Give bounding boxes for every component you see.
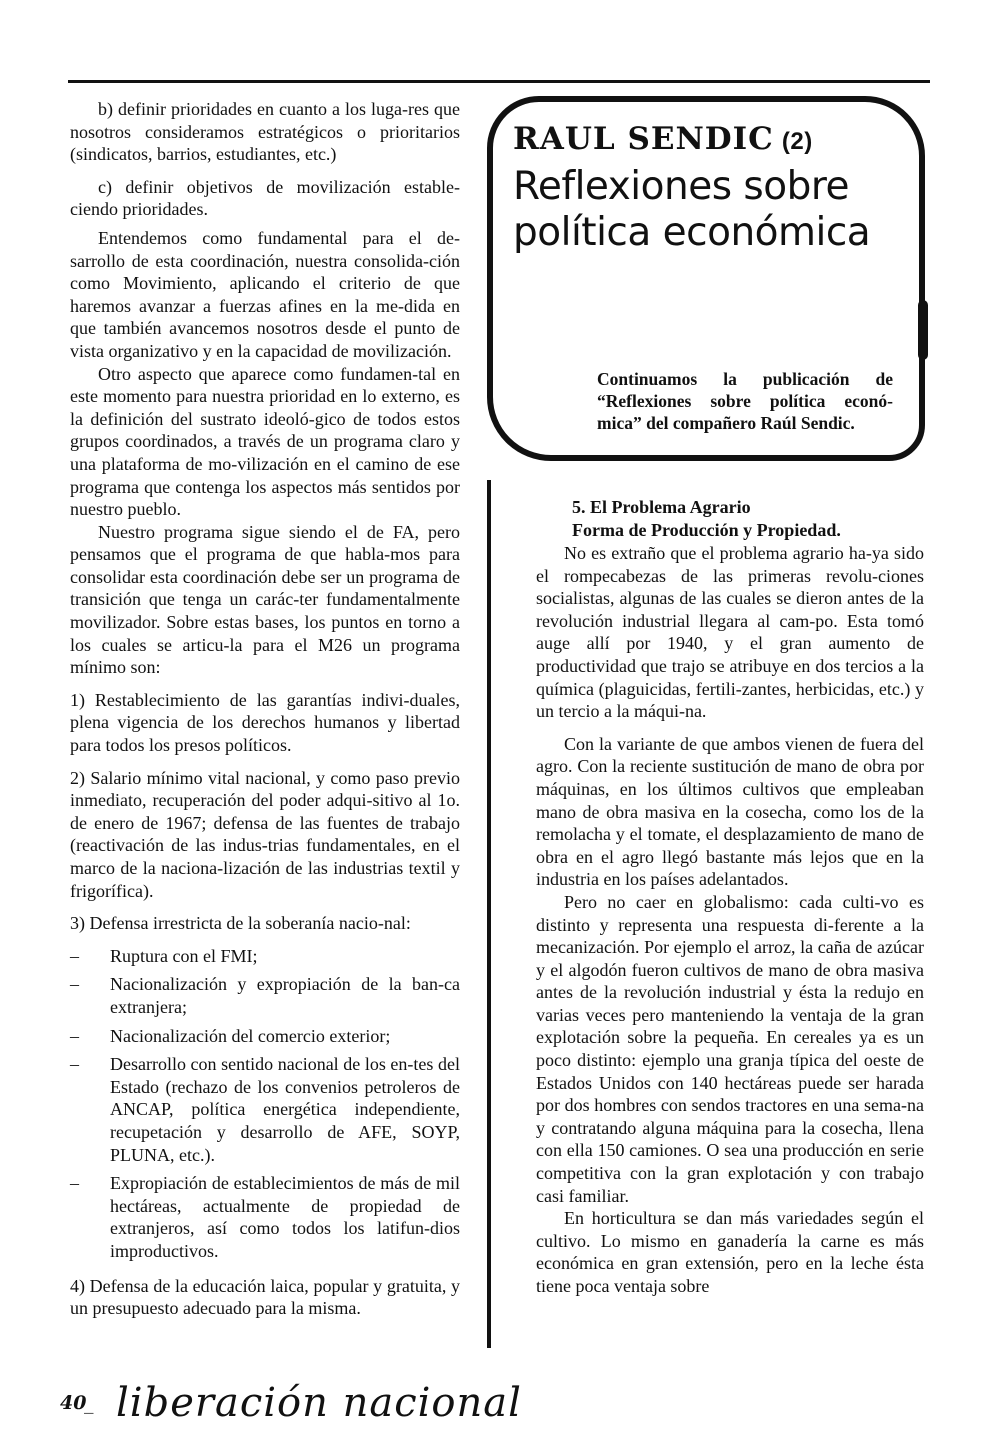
box-border-accent [918,300,928,360]
magazine-logo: liberación nacional [116,1380,522,1426]
right-column [536,496,924,1298]
paragraph: c) definir objetivos de movilización estable-ciendo prioridades. [70,176,460,220]
list-item-text: Ruptura con el FMI; [110,945,258,966]
numbered-item: 1) Restablecimiento de las garantías indivi-duales, plena vigencia de los derechos humanos y libertad para todos los presos políticos. [70,689,460,756]
list-item-text: Nacionalización y expropiación de la ban-ca extranjera; [110,974,460,1017]
numbered-item: 3) Defensa irrestricta de la soberanía nacio-nal: [70,913,411,934]
list-item [70,945,460,968]
numbered-item: 2) Salario mínimo vital nacional, y como paso previo inmediato, recuperación del poder adqui-sitivo al 1o. de enero de 1967; defensa de las fuentes de trabajo (reactivación de las indus-trias fundamentales, en el marco de la naciona-lización de las industrias textil y frigorífica). [70,767,460,901]
page-number: 40 [60,1392,87,1414]
section-heading: 5. El Problema Agrario [572,497,751,517]
author-heading [513,122,909,159]
paragraph: No es extraño que el problema agrario ha-ya sido el rompecabezas de las primeras revolu-ciones socialistas, algunas de las cuales se dieron antes de la revolución industrial llegara al cam-po. Esta tomó auge allí por 1940, y el gran aumento de productividad que trajo se atribuye en dos tercios a la química (plaguicidas, fertili-zantes, herbicidas, etc.) y un tercio a la máqui-na. [536,543,924,722]
part-number: (2) [781,128,813,155]
article-title [513,164,909,256]
column-divider [487,480,491,1348]
title-box [487,96,925,461]
numbered-item: 4) Defensa de la educación laica, popular y gratuita, y un presupuesto adecuado para la misma. [70,1275,460,1319]
title-line: Reflexiones sobre [513,164,850,209]
page-number-dash: _ [84,1392,94,1414]
paragraph: Otro aspecto que aparece como fundamen-tal en este momento para nuestra prioridad en lo externo, es la definición del sustrato ideoló-gico de todos estos grupos coordinados, a través de un programa claro y una plataforma de mo-vilización en el camino de ese programa que contenga los aspectos más sentidos por nuestro pueblo. [70,363,460,520]
list-item [70,1025,460,1048]
paragraph: Con la variante de que ambos vienen de fuera del agro. Con la reciente sustitución de mano de obra por máquinas, en los últimos cultivos que empleaban mano de obra masiva en la cosecha, como los de la remolacha y el tomate, el desplazamiento de mano de obra en el agro llegó bastante más lejos que en la industria en los países adelantados. [536,733,924,890]
dash-marker: – [70,1173,79,1194]
dash-marker: – [70,945,79,966]
paragraph: En horticultura se dan más variedades según el cultivo. Lo mismo en ganadería la carne es más económica en gran extensión, pero en la leche ésta tiene poca ventaja sobre [536,1208,924,1296]
author-name: RAUL SENDIC [513,121,774,157]
list-item [70,1172,460,1262]
section-subheading: Forma de Producción y Propiedad. [572,520,841,540]
top-rule [68,80,930,83]
paragraph: Entendemos como fundamental para el de-sarrollo de esta coordinación, nuestra consolida-ción como Movimiento, aplicando el criterio de que haremos avanzar a fuerzas afines en la me-dida en que también avancemos nosotros desde el punto de vista organizativo y en la capacidad de movilización. [70,227,460,361]
paragraph: Pero no caer en globalismo: cada culti-vo es distinto y representa una respuesta di-ferente a la mecanización. Por ejemplo el arroz, la caña de azúcar y el algodón fueron cultivos de mano de obra masiva antes de la revolución industrial y ésta la redujo en varias veces pero manteniendo la ventaja de la gran explotación sobre la pequeña. En cereales ya es un poco distinto: ejemplo una granja típica del oeste de Estados Unidos con 140 hectáreas puede ser harada por dos hombres con sendos tractores en una sema-na y contratando alguna máquina para la cosecha, llena con ella 150 camiones. O sea una producción en serie competitiva con la gran explotación y con trabajo casi familiar. [536,891,924,1206]
dash-marker: – [70,1054,79,1075]
list-item-text: Desarrollo con sentido nacional de los en-tes del Estado (rechazo de los convenios petroleros de ANCAP, política energética independiente, recupetación y desarrollo de AFE, SOYP, PLUNA, etc.). [110,1054,460,1165]
paragraph: Nuestro programa sigue siendo el de FA, pero pensamos que el programa de que habla-mos para consolidar esta coordinación debe ser un programa de transición que tenga un carác-ter fundamentalmente movilizador. Sobre estas bases, los puntos en torno a los cuales se articu-la para el M26 un programa mínimo son: [70,521,460,678]
list-item [70,1053,460,1166]
dash-marker: – [70,1025,79,1046]
title-line: política económica [513,210,871,255]
list-item-text: Nacionalización del comercio exterior; [110,1025,391,1046]
left-column [70,98,460,1320]
paragraph: b) definir prioridades en cuanto a los luga-res que nosotros consideramos estratégicos o prioritarios (sindicatos, barrios, estudiantes, etc.) [70,99,460,165]
list-item-text: Expropiación de establecimientos de más de mil hectáreas, actualmente de propiedad de extranjeros, así como todos los latifun-dios improductivos. [110,1173,460,1261]
dash-marker: – [70,974,79,995]
list-item [70,973,460,1018]
intro-text: Continuamos la publicación de “Reflexiones sobre política econó-mica” del compañero Raúl Sendic. [597,369,893,433]
